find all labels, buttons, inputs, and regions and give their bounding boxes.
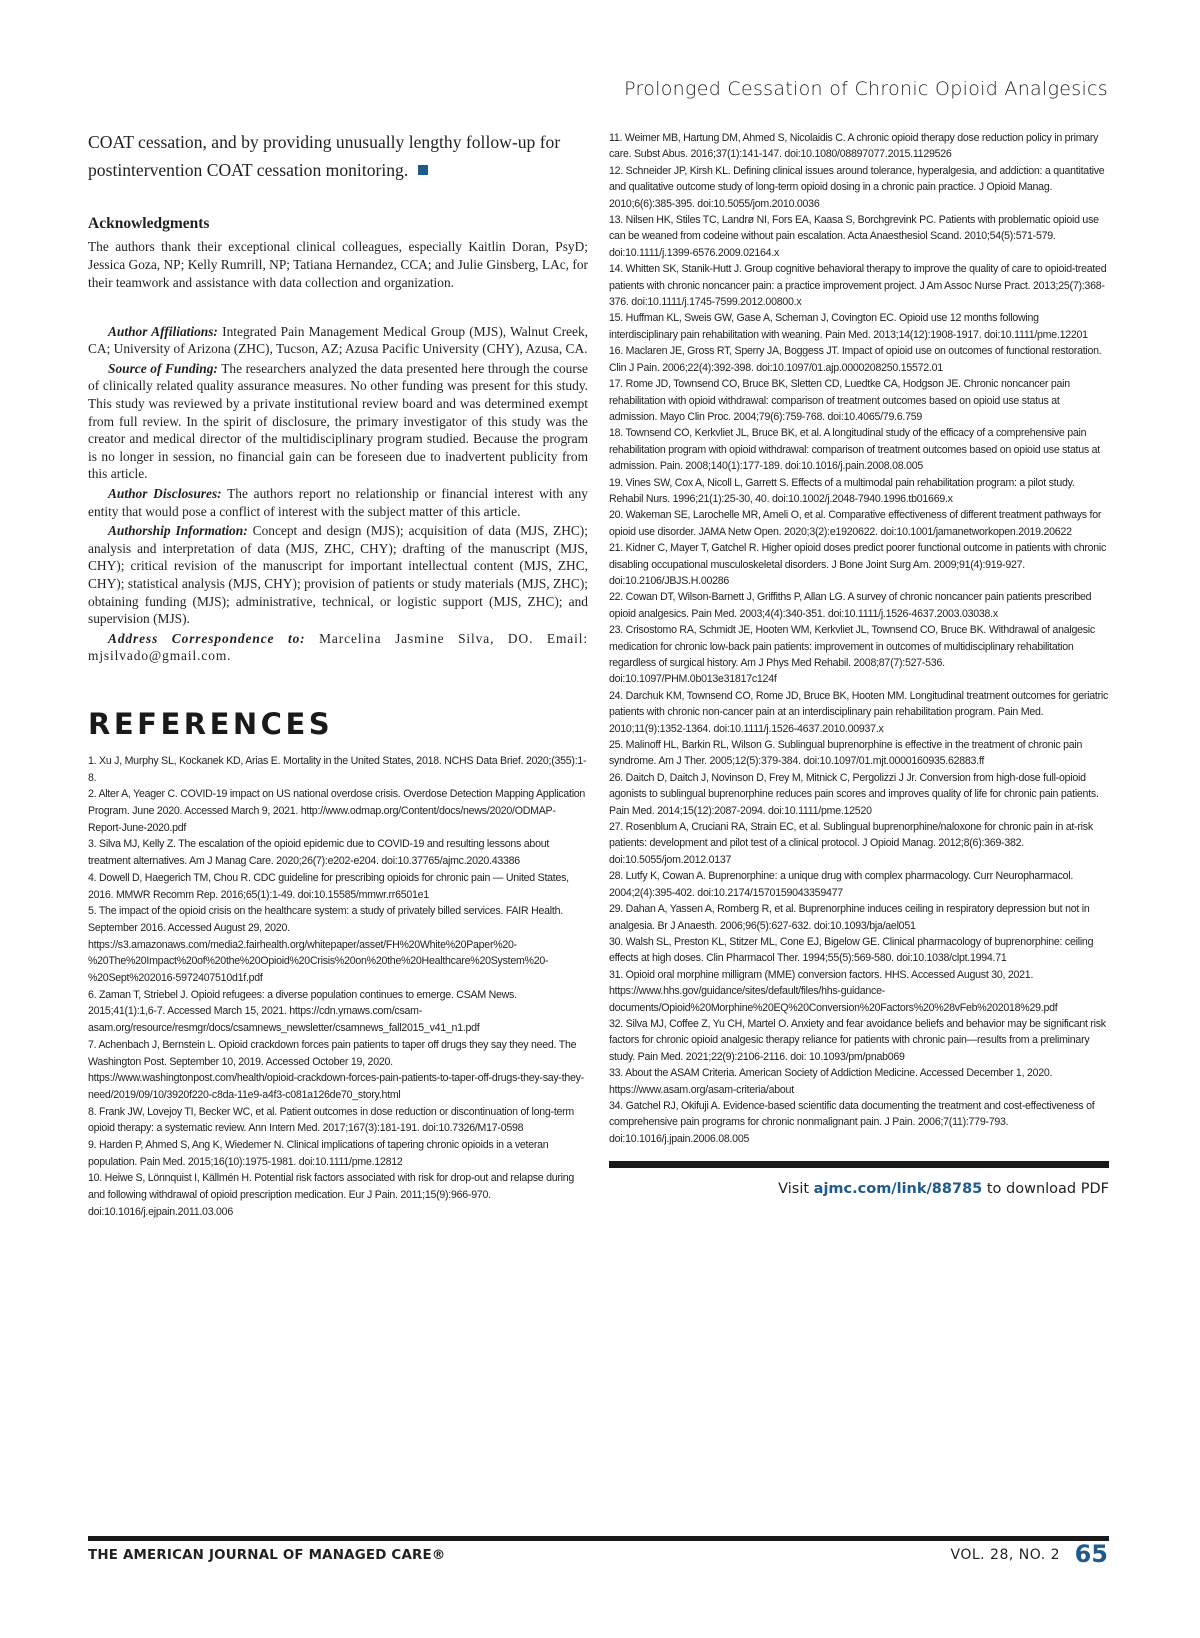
article-info	[88, 323, 588, 665]
download-link[interactable]: ajmc.com/link/88785	[813, 1181, 983, 1198]
info-text: Integrated Pain Management Medical Group (MJS), Walnut Creek, CA; University of Arizona (ZHC), Tucson, AZ; Azusa Pacific University (CHY), Azusa, CA.	[88, 323, 588, 357]
references-heading: REFERENCES	[88, 706, 334, 741]
end-of-article-mark-icon	[418, 165, 428, 175]
reference-item: 19. Vines SW, Cox A, Nicoll L, Garrett S. Effects of a multimodal pain rehabilitation program: a pilot study. Rehabil Nurs. 1996;21(1):25-30, 40. doi:10.1002/j.2048-7940.1996.tb01669.x	[609, 476, 1075, 505]
reference-item: 12. Schneider JP, Kirsh KL. Defining clinical issues around tolerance, hyperalgesia, and addiction: a quantitative and qualitative outcome study of long-term opioid dosing in a chronic pain practice. J Opioid Manag. 2010;6(6):385-395. doi:10.5055/jom.2010.0036	[609, 164, 1105, 210]
download-suffix: to download PDF	[982, 1181, 1109, 1198]
reference-item: 1. Xu J, Murphy SL, Kockanek KD, Arias E. Mortality in the United States, 2018. NCHS Data Brief. 2020;(355):1-8.	[88, 754, 587, 784]
reference-item: 10. Heiwe S, Lönnquist I, Källmén H. Potential risk factors associated with risk for drop-out and relapse during and following withdrawal of opioid prescription medication. Eur J Pain. 2011;15(9):966-970. doi:10.1016/j.ejpain.2011.03.006	[88, 1172, 575, 1218]
source-of-funding	[88, 360, 588, 483]
reference-item: 26. Daitch D, Daitch J, Novinson D, Frey M, Mitnick C, Pergolizzi J Jr. Conversion from high-dose full-opioid agonists to sublingual buprenorphine reduces pain scores and improves quality of life for chronic pain patients. Pain Med. 2014;15(12):2087-2094. doi:10.1111/pme.12520	[609, 771, 1099, 817]
author-affiliations	[88, 323, 588, 358]
right-column	[609, 130, 1109, 1197]
address-correspondence	[88, 630, 588, 665]
reference-item: 33. About the ASAM Criteria. American Society of Addiction Medicine. Accessed December 1, 2020. https://www.asam.org/asam-criteria/about	[609, 1067, 1053, 1096]
reference-item: 3. Silva MJ, Kelly Z. The escalation of the opioid epidemic due to COVID-19 and resulting lessons about treatment alternatives. Am J Manag Care. 2020;26(7):e202-e204. doi:10.37765/ajmc.2020.43386	[88, 838, 550, 868]
info-label: Source of Funding:	[108, 360, 218, 376]
info-label: Author Disclosures:	[108, 485, 222, 501]
running-title: Prolonged Cessation of Chronic Opioid Analgesics	[624, 78, 1108, 100]
reference-item: 8. Frank JW, Lovejoy TI, Becker WC, et al. Patient outcomes in dose reduction or discontinuation of long-term opioid therapy: a systematic review. Ann Intern Med. 2017;167(3):181-191. doi:10.7326/M17-0598	[88, 1105, 575, 1135]
download-pdf-line	[609, 1181, 1109, 1197]
reference-item: 21. Kidner C, Mayer T, Gatchel R. Higher opioid doses predict poorer functional outcome in patients with chronic disabling occupational musculoskeletal disorders. J Bone Joint Surg Am. 2009;91(4):919-927. doi:10.2106/JBJS.H.00286	[609, 542, 1107, 587]
intro-text: COAT cessation, and by providing unusually lengthy follow-up for postintervention COAT cessation monitoring.	[88, 132, 561, 180]
references-list-left	[88, 753, 588, 1221]
footer-journal-name: THE AMERICAN JOURNAL OF MANAGED CARE®	[88, 1548, 446, 1563]
reference-item: 22. Cowan DT, Wilson-Barnett J, Griffiths P, Allan LG. A survey of chronic noncancer pain patients prescribed opioid analgesics. Pain Med. 2003;4(4):340-351. doi:10.1111/j.1526-4637.2003.03038.x	[609, 591, 1092, 620]
intro-paragraph	[88, 128, 588, 184]
left-column	[88, 128, 588, 1221]
acknowledgments-text: The authors thank their exceptional clinical colleagues, especially Kaitlin Doran, PsyD; Jessica Goza, NP; Kelly Rumrill, NP; Tatiana Hernandez, CCA; and Julie Ginsberg, LAc, for their teamwork and assistance with data collection and organization.	[88, 239, 588, 291]
reference-item: 28. Lutfy K, Cowan A. Buprenorphine: a unique drug with complex pharmacology. Curr Neuropharmacol. 2004;2(4):395-402. doi:10.2174/1570159043359477	[609, 870, 1074, 899]
reference-item: 27. Rosenblum A, Cruciani RA, Strain EC, et al. Sublingual buprenorphine/naloxone for chronic pain in at-risk patients: development and pilot test of a clinical protocol. J Opioid Manag. 2012;8(6):369-382. doi:10.5055/jom.2012.0137	[609, 821, 1093, 866]
reference-item: 17. Rome JD, Townsend CO, Bruce BK, Sletten CD, Luedtke CA, Hodgson JE. Chronic noncancer pain rehabilitation with opioid withdrawal: comparison of treatment outcomes based on opioid use status at admission. Mayo Clin Proc. 2004;79(6):759-768. doi:10.4065/79.6.759	[609, 378, 1070, 423]
info-text: Concept and design (MJS); acquisition of data (MJS, ZHC); analysis and interpretation of data (MJS, ZHC, CHY); drafting of the manuscript (MJS, CHY); critical revision of the manuscript for important intellectual content (MJS, ZHC, CHY); statistical analysis (MJS, CHY); provision of patients or study materials (MJS, ZHC); obtaining funding (MJS); administrative, technical, or logistic support (MJS, ZHC); and supervision (MJS).	[88, 523, 588, 627]
reference-item: 5. The impact of the opioid crisis on the healthcare system: a study of privately billed services. FAIR Health. September 2016. Accessed August 29, 2020. https://s3.amazonaws.com/media2.fairhealth.org/whitepaper/asset/FH%20White%20Paper%20-%20The%20Impact%20of%20the%20Opioid%20Crisis%20on%20the%20Healthcare%20System%20-%20Sept%202016-5972407510d1f.pdf	[88, 905, 563, 985]
references-list-right	[609, 130, 1109, 1147]
reference-item: 2. Alter A, Yeager C. COVID-19 impact on US national overdose crisis. Overdose Detection Mapping Application Program. June 2020. Accessed March 9, 2021. http://www.odmap.org/Content/docs/news/2020/ODMAP-Report-June-2020.pdf	[88, 788, 586, 834]
reference-item: 34. Gatchel RJ, Okifuji A. Evidence-based scientific data documenting the treatment and cost-effectiveness of comprehensive pain programs for chronic nonmalignant pain. J Pain. 2006;7(11):779-793. doi:10.1016/j.jpain.2006.08.005	[609, 1099, 1095, 1145]
reference-item: 9. Harden P, Ahmed S, Ang K, Wiedemer N. Clinical implications of tapering chronic opioids in a veteran population. Pain Med. 2015;16(10):1975-1981. doi:10.1111/pme.12812	[88, 1139, 549, 1168]
reference-item: 25. Malinoff HL, Barkin RL, Wilson G. Sublingual buprenorphine is effective in the treatment of chronic pain syndrome. Am J Ther. 2005;12(5):379-384. doi:10.1097/01.mjt.0000160935.62883.ff	[609, 739, 1083, 768]
author-disclosures	[88, 485, 588, 520]
footer-volume: VOL. 28, NO. 2	[950, 1547, 1060, 1563]
acknowledgments-heading: Acknowledgments	[88, 215, 210, 232]
info-text: Marcelina Jasmine Silva, DO. Email: mjsilvado@gmail.com.	[88, 630, 588, 664]
reference-item: 4. Dowell D, Haegerich TM, Chou R. CDC guideline for prescribing opioids for chronic pain — United States, 2016. MMWR Recomm Rep. 2016;65(1):1-49. doi:10.15585/mmwr.rr6501e1	[88, 871, 569, 901]
reference-item: 29. Dahan A, Yassen A, Romberg R, et al. Buprenorphine induces ceiling in respiratory depression but not in analgesia. Br J Anaesth. 2006;96(5):627-632. doi:10.1093/bja/ael051	[609, 903, 1090, 932]
reference-item: 14. Whitten SK, Stanik-Hutt J. Group cognitive behavioral therapy to improve the quality of care to opioid-treated patients with chronic noncancer pain: a practice improvement project. J Am Assoc Nurse Pract. 2013;25(7):368-376. doi:10.1111/j.1745-7599.2012.00800.x	[609, 263, 1107, 309]
info-text: The authors report no relationship or financial interest with any entity that would pose a conflict of interest with the subject matter of this article.	[88, 485, 588, 519]
reference-item: 20. Wakeman SE, Larochelle MR, Ameli O, et al. Comparative effectiveness of different treatment pathways for opioid use disorder. JAMA Netw Open. 2020;3(2):e1920622. doi:10.1001/jamanetworkopen.2019.20622	[609, 509, 1102, 538]
footer-rule	[88, 1536, 1109, 1541]
reference-item: 7. Achenbach J, Bernstein L. Opioid crackdown forces pain patients to taper off drugs they say they need. The Washington Post. September 10, 2019. Accessed October 19, 2020. https://www.washingtonpost.com/health/opioid-crackdown-forces-pain-patients-to-taper-off-drugs-they-say-they-need/2019/09/10/3920f220-c8da-11e9-a4f3-c081a126de70_story.html	[88, 1038, 585, 1101]
reference-item: 31. Opioid oral morphine milligram (MME) conversion factors. HHS. Accessed August 30, 2021. https://www.hhs.gov/guidance/sites/default/files/hhs-guidance-documents/Opioid%20Morphine%20EQ%20Conversion%20Factors%20%28vFeb%202018%29.pdf	[609, 968, 1058, 1014]
info-label: Address Correspondence to:	[108, 630, 306, 646]
page-number: 65	[1074, 1540, 1108, 1568]
reference-item: 23. Crisostomo RA, Schmidt JE, Hooten WM, Kerkvliet JL, Townsend CO, Bruce BK. Withdrawal of analgesic medication for chronic low-back pain patients: improvement in outcomes of multidisciplinary rehabilitation regardless of surgical history. Am J Phys Med Rehabil. 2008;87(7):527-536. doi:10.1097/PHM.0b013e31817c124f	[609, 624, 1095, 686]
reference-item: 16. Maclaren JE, Gross RT, Sperry JA, Boggess JT. Impact of opioid use on outcomes of functional restoration. Clin J Pain. 2006;22(4):392-398. doi:10.1097/01.ajp.0000208250.15572.01	[609, 345, 1102, 374]
info-label: Author Affiliations:	[108, 323, 218, 339]
download-prefix: Visit	[778, 1181, 814, 1198]
reference-item: 15. Huffman KL, Sweis GW, Gase A, Scheman J, Covington EC. Opioid use 12 months following interdisciplinary pain rehabilitation with weaning. Pain Med. 2013;14(12):1908-1917. doi:10.1111/pme.12201	[609, 312, 1088, 341]
reference-item: 24. Darchuk KM, Townsend CO, Rome JD, Bruce BK, Hooten MM. Longitudinal treatment outcomes for geriatric patients with chronic non-cancer pain at an interdisciplinary pain rehabilitation program. Pain Med. 2010;11(9):1352-1364. doi:10.1111/j.1526-4637.2010.00937.x	[609, 689, 1109, 735]
references-end-rule	[609, 1161, 1109, 1168]
reference-item: 30. Walsh SL, Preston KL, Stitzer ML, Cone EJ, Bigelow GE. Clinical pharmacology of buprenorphine: ceiling effects at high doses. Clin Pharmacol Ther. 1994;55(5):569-580. doi:10.1038/clpt.1994.71	[609, 935, 1094, 965]
reference-item: 6. Zaman T, Striebel J. Opioid refugees: a diverse population continues to emerge. CSAM News. 2015;41(1):1,6-7. Accessed March 15, 2021. https://cdn.ymaws.com/csam-asam.org/resource/resmgr/docs/csamnews_newsletter/csamnews_fall2015_v41_n1.pdf	[88, 988, 517, 1035]
reference-item: 32. Silva MJ, Coffee Z, Yu CH, Martel O. Anxiety and fear avoidance beliefs and behavior may be significant risk factors for chronic opioid analgesic therapy reliance for patients with chronic pain—results from a preliminary study. Pain Med. 2021;22(9):2106-2116. doi: 10.1093/pm/pnab069	[609, 1017, 1106, 1063]
info-label: Authorship Information:	[108, 523, 248, 539]
reference-item: 11. Weimer MB, Hartung DM, Ahmed S, Nicolaidis C. A chronic opioid therapy dose reduction policy in primary care. Subst Abus. 2016;37(1):141-147. doi:10.1080/08897077.2015.1129526	[609, 132, 1099, 161]
reference-item: 18. Townsend CO, Kerkvliet JL, Bruce BK, et al. A longitudinal study of the efficacy of a comprehensive pain rehabilitation program with opioid withdrawal: comparison of treatment outcomes based on opioid use status at admission. Pain. 2008;140(1):177-189. doi:10.1016/j.pain.2008.08.005	[609, 427, 1100, 473]
reference-item: 13. Nilsen HK, Stiles TC, Landrø NI, Fors EA, Kaasa S, Borchgrevink PC. Patients with problematic opioid use can be weaned from codeine without pain escalation. Acta Anaesthesiol Scand. 2010;54(5):571-579. doi:10.1111/j.1399-6576.2009.02164.x	[609, 214, 1099, 259]
authorship-information	[88, 522, 588, 628]
info-text: The researchers analyzed the data presented here through the course of clinically related quality assurance measures. No other funding was present for this study. This study was reviewed by a private institutional review board and was determined exempt from full review. In the spirit of disclosure, the primary investigator of this study was the creator and medical director of the multidisciplinary program studied. Because the program is no longer in session, no financial gain can be foreseen due to inadvertent publicity from this article.	[88, 360, 588, 482]
